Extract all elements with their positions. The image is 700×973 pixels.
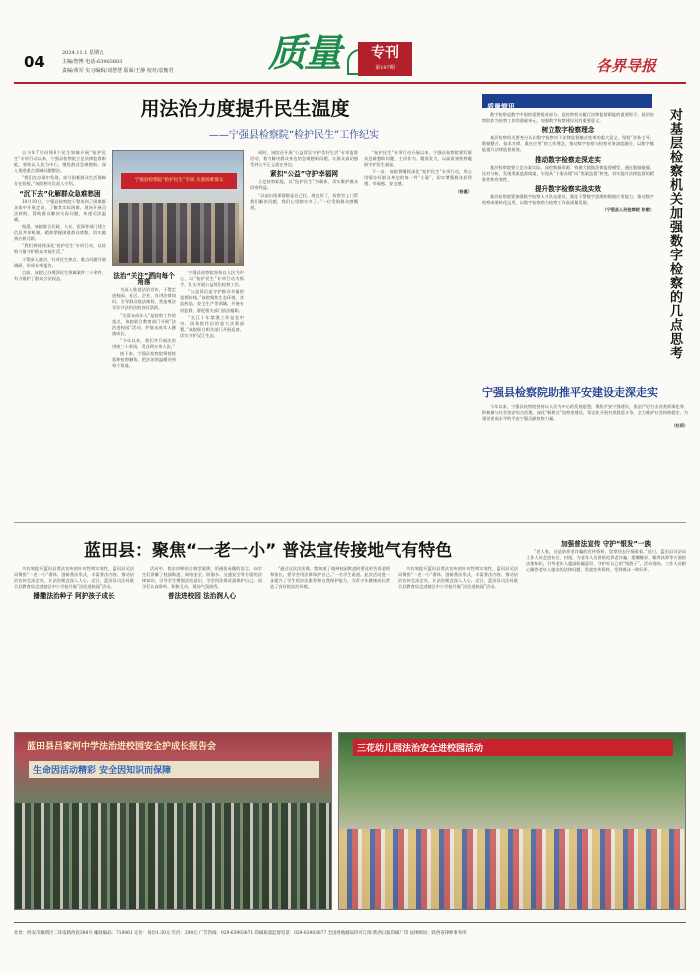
bottom-column-4: 为有效提升蓝田县普法宣传的针对性和实效性，蓝田县司法局聚焦“一老一小”群体，创新普法形式，丰富普法内容，推动法治宣传走深走实，让法治理念深入人心。近日，蓝田县司法局联合县教育局走进辖区中小学校开展“法治进校园”活动。 [398, 566, 518, 590]
footer-text: 社址：西安市雁塔区二环南路西段388号 邮政编码：710061 定价：每份1.30元 年价：298元 广告热线：029-63903671 印刷质量监督电话：029-63903677 全国各地邮局均可订阅 陕西日报印刷厂印 法律顾问：陕西省律师事务所 [14, 931, 467, 936]
photo-people [119, 203, 239, 263]
sidebar-label: 质量简讯 [482, 94, 652, 108]
special-badge: 专刊 第197期 [358, 42, 412, 76]
feature-title: 用法治力度提升民生温度 [140, 98, 350, 120]
feature-subhead-2: 法治“关注”洒向每个角落 [113, 272, 175, 287]
left-photo-slogan: 生命因活动精彩 安全因知识而保障 [29, 761, 319, 778]
page-header [0, 0, 700, 84]
feature-subhead-1: “沉下去”化解群众急难愁困 [19, 189, 101, 198]
bottom-column-1: 为有效提升蓝田县普法宣传的针对性和实效性，蓝田县司法局聚焦“一老一小”群体，创新普法形式，丰富普法内容，推动法治宣传走深走实，让法治理念深入人心。近日，蓝田县司法局联合县教育局走进辖区中小学校开展“法治进校园”活动。 播撒法治种子 阿护孩子成长 [14, 566, 134, 601]
feature-subtitle: ——宁强县检察院“检护民生”工作纪实 [208, 130, 380, 141]
bottom-subhead-2: 普法进校园 法治润人心 [167, 592, 237, 601]
bottom-column-3: “通过这次法治课，我知道了遇到校园欺凌时要及时告诉老师和家长，要学会用法律保护自己。”一名学生说道。此次活动进一步提升了学生的法治素养和自我保护能力，为青少年健康成长营造了良好的法治环境。 [270, 566, 390, 590]
feature-column-2b: 宁强县检察院坚持以人民为中心，以“检护民生”专项行动为抓手，扎实开展公益诉讼检察工作。 “公益诉讼是守护群众幸福的重要防线。”该院聚焦生态环境、食品药品、安全生产等领域，开展专项监督，督促相关部门依法履职。 “长江十年禁渔工作是党中央、国务院作出的重大决策部署。”该院联合相关部门开展巡查，切实守护汉江生态。 [180, 270, 244, 338]
left-photo-banner: 蓝田县吕家河中学法治进校园安全护成长报告会 [27, 742, 217, 752]
sidebar [482, 88, 688, 520]
bottom-photo-right [338, 732, 686, 910]
sidebar-news-title: 宁强县检察院助推平安建设走深走实 [482, 386, 658, 399]
issue-date: 2024.11.1 星期五 [62, 50, 105, 56]
sidebar-news-body: 今年以来，宁强县检察院坚持以人民为中心的发展思想，聚焦平安宁强建设，依法严厉打击各类刑事犯罪，积极参与社会治安综合治理，深化“枫桥式”检察室建设，常态化开展扫黑除恶斗争，全力维护社会和谐稳定，为建设更高水平的平安宁强贡献检察力量。 （杜莉） [482, 404, 688, 429]
page-number: 04 [24, 53, 45, 71]
left-photo-crowd [15, 803, 332, 910]
sidebar-subhead-3: 提升数字检察实战实效 [535, 184, 601, 193]
sidebar-vertical-title: 对基层检察机关加强数字检察的几点思考 [667, 108, 682, 360]
feature-article [14, 88, 476, 520]
section-tag: 各界导报 [596, 57, 657, 75]
right-photo-children [339, 829, 686, 910]
bottom-subhead-3: 加强普法宣传 守护“银发”一族 [560, 540, 652, 548]
bottom-photo-left [14, 732, 332, 910]
sidebar-subhead-1: 树立数字检察理念 [541, 126, 595, 135]
feature-column-2: 法治“关注”洒向每个角落 为深入推进法治宣传，干警走进校园、社区、企业，宣讲法律知识，引导群众依法维权，营造尊法学法守法用法的良好氛围。 “关爱未成年人”是检察工作的重点，该院联合教育部门开展“法治进校园”活动，护航未成年人健康成长。 “今年以来，我们共开展法治讲座三十余场，受众两万余人次。” 接下来，宁强县检察院将持续延伸检察触角，把法治的温暖送到每个角落。 [112, 272, 176, 369]
sidebar-body: 数字检察是数字中国的重要组成部分，是检察机关履行法律监督职能的重要抓手。基层检察院作为检察工作的基础单元，加强数字检察建设具有重要意义。 树立数字检察理念 基层检察机关要充分认识数字检察对于法律监督模式变革的重大意义，坚持“业务主导、数据整合、技术支撑、重在应用”的工作理念，推动数字检察与检察业务深度融合，以数字赋能提升法律监督质效。 推动数字检察走深走实 基层检察院要立足办案实际，深挖数据资源，构建大数据法律监督模型，通过数据碰撞、比对分析，发现类案监督线索，实现从“个案办理”向“类案监督”转变，切实提升法律监督的精准性和有效性。 提升数字检察实战实效 基层检察院要加强数字检察人才队伍建设，强化干警数字思维和数据应用能力，推动数字检察成果转化运用，以数字检察助力检察工作高质量发展。 （宁强县人民检察院 张敏） [482, 112, 654, 213]
bottom-column-2: 活动中，普法讲师结合典型案例，用通俗易懂的语言，向学生们讲解了校园欺凌、网络安全、防溺水、交通安全等方面的法律知识，引导学生增强法治意识，学会用法律武器保护自己。同学们认真聆听、积极互动，现场气氛热烈。 普法进校园 法治润人心 [142, 566, 262, 601]
sidebar-author: （宁强县人民检察院 张敏） [602, 207, 654, 213]
feature-column-1: 自今年7月份将6个民生领域开展“检护民生”专项行动以来，宁强县检察院立足法律监督职能，坚持以人民为中心，聚焦群众急难愁盼，深入推进重点领域问题整治。 “我们在办案中发现，部分困难群众生活保障存在短板。”该院相关负责人介绍。 “沉下去”化解群众急难愁困 10月10日，宁强县检察院干警来到了困难群众家中开展走访，了解其实际困难，现场开展司法救助，帮助群众解决实际问题，传递司法温暖。 据悉，该院联合民政、人社、医保等部门建立信息共享机制，精准掌握困难群众底数，切实做到应救尽救。 “我们将持续深化‘检护民生’专项行动，以检察力量守护群众幸福生活。” 干警深入基层，针对民生热点、难点问题开展调研，形成专项报告。 目前，该院已办理涉民生领域案件二十余件，有力维护了群众合法权益。 [14, 150, 106, 281]
feature-author: （杨惠） [455, 188, 472, 194]
feature-photo [112, 150, 244, 266]
sidebar-subhead-2: 推动数字检察走深走实 [535, 155, 601, 164]
section-divider [14, 522, 686, 523]
bottom-column-5: 加强普法宣传 守护“银发”一族 “老人家，这是防养老诈骗的宣传资料，您拿回去仔细看看。”近日，蓝田县司法局工作人员走进社区、村组，为老年人宣讲防范养老诈骗、遗嘱继承、赡养扶养等方面的法律知识，引导老年人提高防骗意识，守护好自己的“钱袋子”。活动现场，工作人员耐心解答老年人提出的法律问题，发放宣传资料，受到群众一致好评。 [526, 540, 686, 573]
header-rule [14, 82, 686, 84]
feature-column-3: 同时，该院还开展“公益诉讼守护美好生活”专项监督活动，着力解决群众身边的急难愁盼问题，让群众真切感受到公平正义就在身边。 紧扣“公益”守护幸福网 立足检察职能，以“检护民生”为载体，切实维护群众切身利益。 “以前出现事情都是自己扛，现在好了，检察官上门帮我们解决问题，我们心里踏实多了。”一位受助群众感慨道。 [250, 150, 358, 210]
editor-line: 主编/智博 电话:63903603 [62, 59, 123, 65]
masthead-logo: 质量 [268, 22, 373, 77]
bottom-subhead-1: 播撒法治种子 阿护孩子成长 [33, 592, 115, 601]
staff-line: 责编/黄军 实习编辑/刘慧慧 版面/王静 校对/袁衡君 [62, 68, 174, 74]
feature-subhead-3: 紧扣“公益”守护幸福网 [269, 170, 338, 179]
bottom-title: 蓝田县：聚焦“一老一小” 普法宣传接地气有特色 [84, 541, 453, 561]
bottom-article [14, 528, 686, 728]
footer-rule [14, 922, 686, 923]
right-photo-banner: 三花幼儿园法治安全进校园活动 [353, 739, 673, 756]
feature-column-4: “检护民生”专项行动开展以来，宁强县检察院紧盯群众急难愁盼问题，主动作为、精准发力，以高质效检察履职守护民生福祉。 下一步，该院将继续深化“检护民生”专项行动，用心用情办好群众身边的每一件“小案”，切实增强群众获得感、幸福感、安全感。 （杨惠） [364, 150, 472, 194]
photo-red-banner: 宁强县检察院“检护民生”专项 关爱困难群众 [121, 173, 237, 189]
